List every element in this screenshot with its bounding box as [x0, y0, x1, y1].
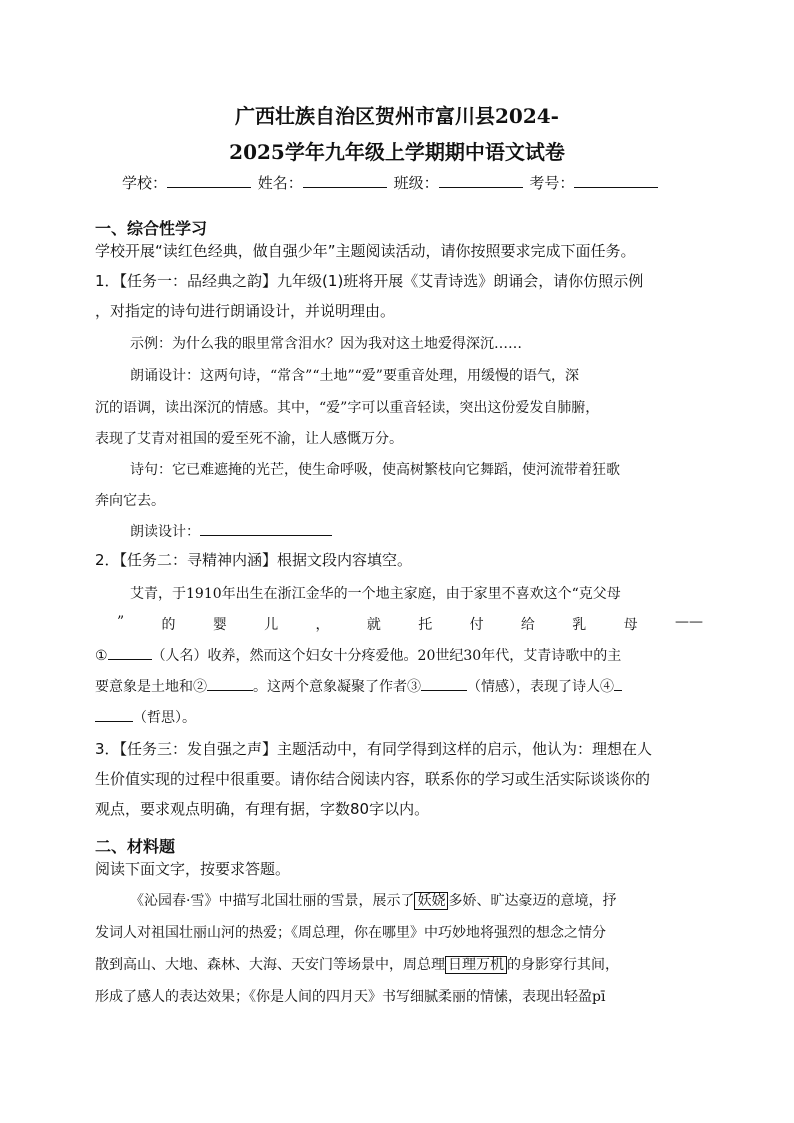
q3-line1: 3．【任务三：发自强之声】主题活动中，有同学得到这样的启示，他认为：理想在人: [95, 740, 653, 758]
q2-paragraph-line5: [95, 707, 196, 727]
token: ”: [117, 614, 125, 630]
material-line2: 发词人对祖国壮丽山河的热爱；《周总理，你在哪里》中巧妙地将强烈的想念之情分: [95, 925, 606, 941]
boxed-word-rilwanji: 日理万机: [445, 956, 507, 974]
blank-marker-1: ①: [95, 648, 108, 664]
q1-design-line2: 沉的语调，读出深沉的情感。其中，“爱”字可以重音轻读，突出这份爱发自肺腑，: [95, 400, 600, 416]
token: 给: [520, 617, 535, 633]
q2-text-4c: （情感），表现了诗人④: [467, 679, 614, 695]
q3-line2: 生价值实现的过程中很重要。请你结合阅读内容，联系你的学习或生活实际谈谈你的: [95, 770, 651, 788]
exam-number-label: 考号：: [529, 174, 575, 192]
material-text-1a: 《沁园春·雪》中描写北国壮丽的雪景，展示了: [130, 893, 415, 909]
boxed-word-yaorao: 妖娆: [414, 892, 448, 910]
q2-text-3b: （人名）收养，然而这个妇女十分疼爱他。20世纪30年代，艾青诗歌中的主: [151, 648, 622, 664]
q2-paragraph-line2: [117, 614, 703, 634]
q3-line3: 观点，要求观点明确，有理有据，字数80字以内。: [95, 800, 430, 818]
token: 付: [469, 617, 484, 633]
section2-intro: 阅读下面文字，按要求答题。: [95, 860, 291, 878]
q2-text-5: （哲思）。: [133, 710, 196, 726]
material-text-1b: 多娇、旷达豪迈的意境，抒: [448, 893, 617, 909]
token: 儿: [264, 617, 279, 633]
reading-design-blank[interactable]: [200, 521, 332, 536]
reading-design-label: 朗读设计：: [130, 524, 200, 540]
q2-blank-2[interactable]: [207, 676, 253, 691]
material-line1: [130, 890, 616, 910]
student-info-row: [122, 172, 660, 193]
token: 婴: [212, 617, 227, 633]
q2-text-4a: 要意象是土地和②: [95, 679, 207, 695]
q2-paragraph-line3: [95, 645, 621, 665]
token: ，: [315, 617, 330, 633]
q1-example: 示例：为什么我的眼里常含泪水？因为我对这土地爱得深沉……: [130, 336, 522, 352]
token: ——: [674, 614, 703, 630]
class-blank: [439, 173, 523, 188]
q2-blank-4a[interactable]: [614, 676, 622, 691]
q1-poem-line1: 诗句：它已难遮掩的光芒，使生命呼吸，使高树繁枝向它舞蹈，使河流带着狂歌: [130, 462, 620, 478]
class-label: 班级：: [393, 174, 439, 192]
name-label: 姓名：: [257, 174, 303, 192]
section1-heading: 一、综合性学习: [95, 219, 208, 238]
exam-number-blank: [574, 173, 658, 188]
material-text-3a: 散到高山、大地、森林、大海、天安门等场景中，周总理: [95, 957, 445, 973]
q2-text-4b: 。这两个意象凝聚了作者③: [253, 679, 421, 695]
name-blank: [303, 173, 387, 188]
q1-line1: 1．【任务一：品经典之韵】九年级(1)班将开展《艾青诗选》朗诵会，请你仿照示例: [95, 272, 644, 290]
token: 乳: [572, 617, 587, 633]
section2-heading: 二、材料题: [95, 837, 176, 856]
material-text-3b: 的身影穿行其间，: [507, 957, 619, 973]
q2-paragraph-line1: 艾青，于1910年出生在浙江金华的一个地主家庭，由于家里不喜欢这个“克父母: [130, 586, 621, 602]
token: 就: [366, 617, 381, 633]
token: 的: [161, 617, 176, 633]
q2-blank-1[interactable]: [108, 645, 152, 660]
material-line3: [95, 954, 619, 974]
section1-intro: 学校开展“读红色经典，做自强少年”主题阅读活动，请你按照要求完成下面任务。: [95, 242, 636, 260]
q1-design-line1: 朗诵设计：这两句诗，“常含”“土地”“爱”要重音处理，用缓慢的语气，深: [130, 368, 579, 384]
material-line4: 形成了感人的表达效果；《你是人间的四月天》书写细腻柔丽的情愫，表现出轻盈pī: [95, 989, 606, 1005]
q2-blank-3[interactable]: [421, 676, 467, 691]
exam-title-line1: 广西壮族自治区贺州市富川县2024-: [235, 104, 559, 128]
school-blank: [167, 173, 251, 188]
q1-design-line3: 表现了艾青对祖国的爱至死不渝，让人感慨万分。: [95, 431, 403, 447]
q2-line: 2．【任务二：寻精神内涵】根据文段内容填空。: [95, 551, 413, 569]
q1-reading-design: [130, 521, 332, 541]
school-label: 学校：: [122, 174, 168, 192]
exam-title-line2: 2025学年九年级上学期期中语文试卷: [229, 140, 565, 164]
token: 母: [623, 617, 638, 633]
q2-blank-4b[interactable]: [95, 707, 133, 722]
q1-line2: ，对指定的诗句进行朗诵设计，并说明理由。: [95, 302, 396, 320]
q2-paragraph-line4: [95, 676, 622, 696]
token: 托: [418, 617, 433, 633]
q1-poem-line2: 奔向它去。: [95, 493, 165, 509]
